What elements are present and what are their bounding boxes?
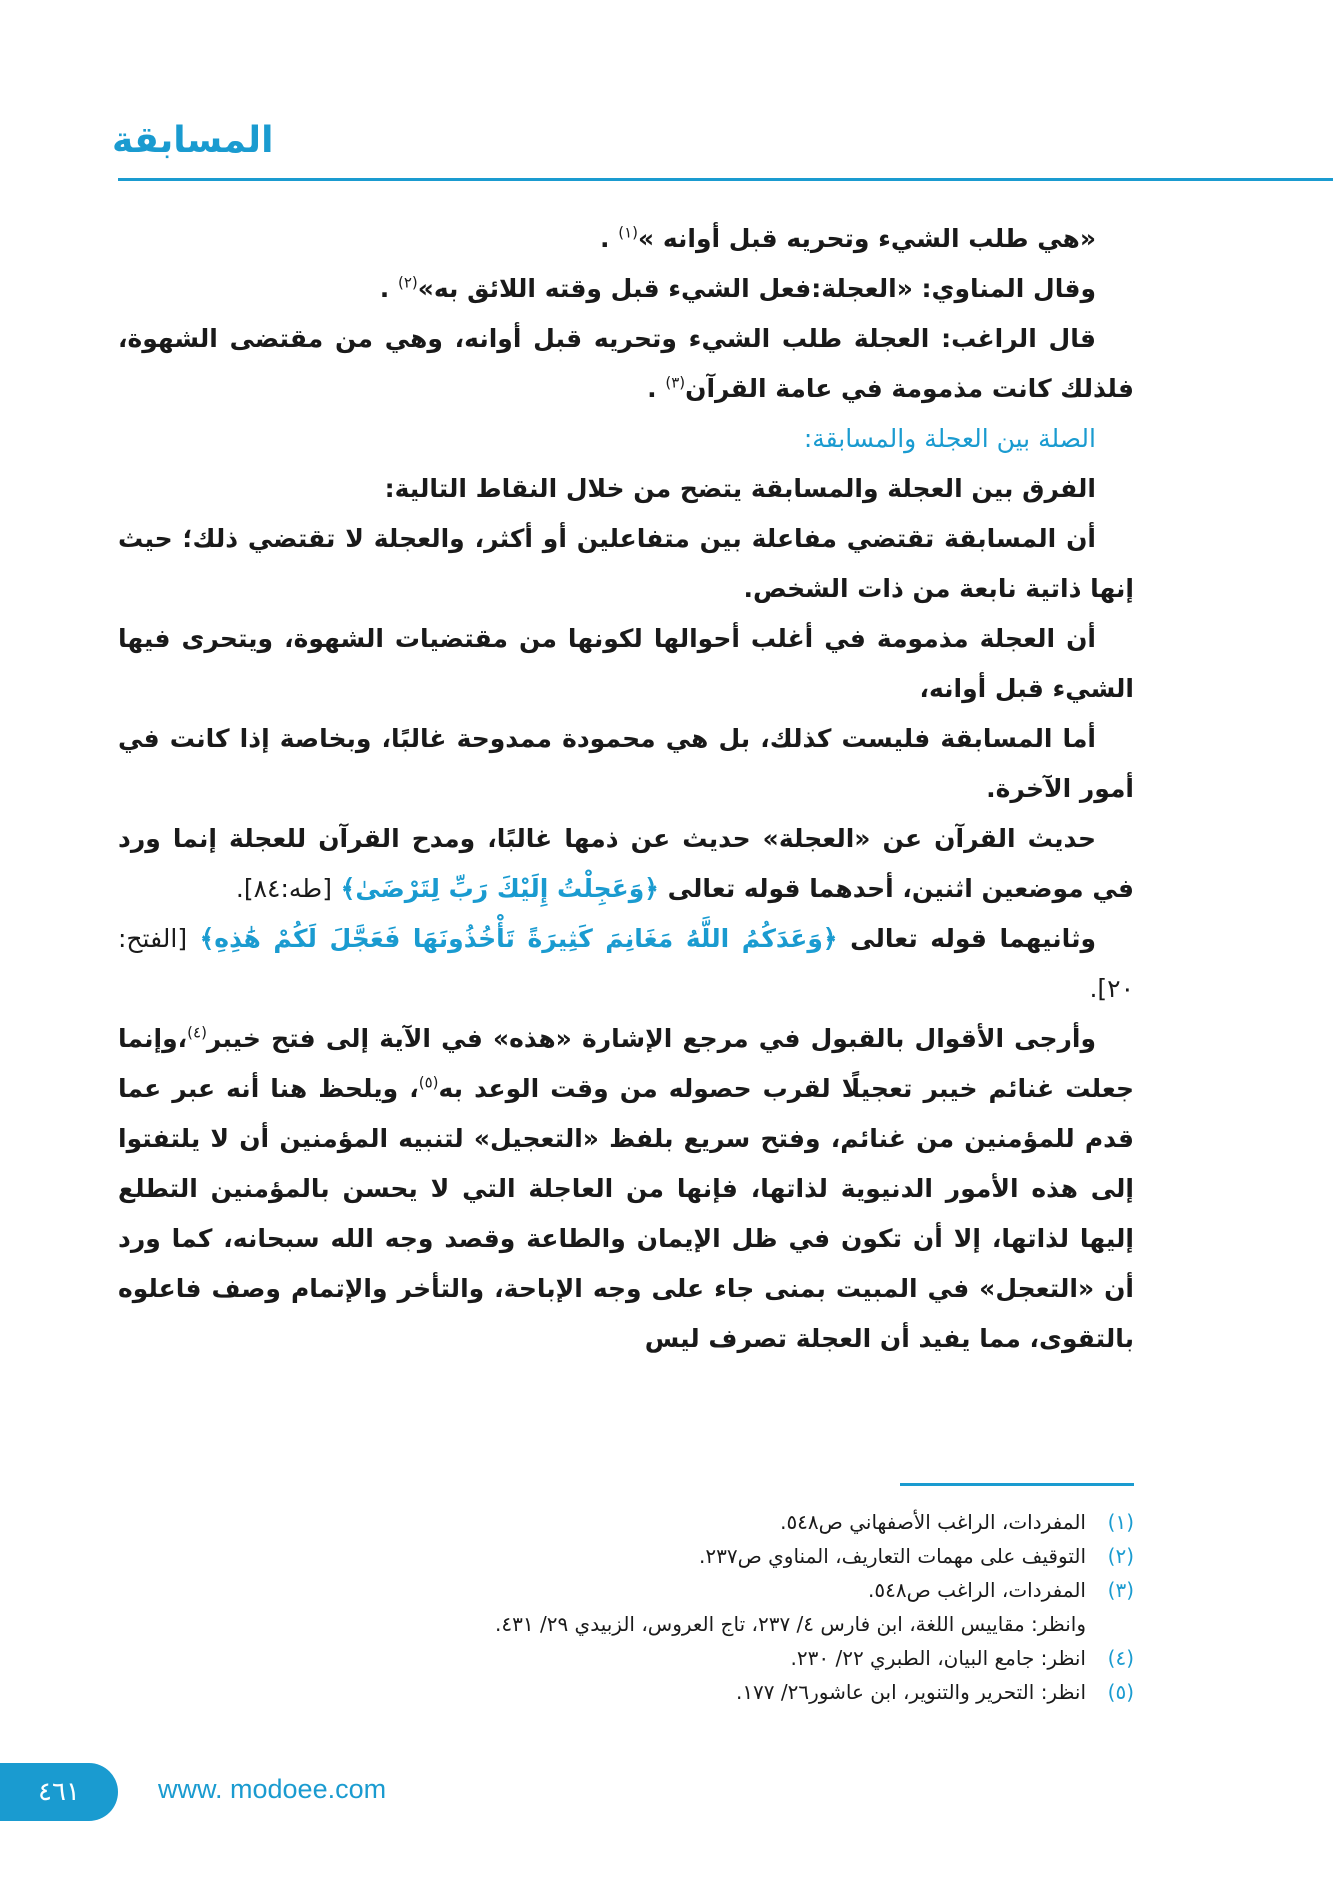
footnote-text: المفردات، الراغب الأصفهاني ص٥٤٨. [780,1510,1086,1534]
footnote-ref-5[interactable]: (٥) [418,1073,439,1092]
paragraph-2-end: . [379,274,390,303]
header-divider [118,178,1333,181]
paragraph-3-text: قال الراغب: العجلة طلب الشيء وتحريه قبل أوانه، وهي من مقتضى الشهوة، فلذلك كانت مذمومة في عامة القرآن [118,324,1134,403]
footnotes [118,1505,1134,1709]
paragraph-3-end: . [647,374,657,403]
paragraph-9-text: وثانيهما قوله تعالى [850,924,1096,953]
paragraph-5: أن المسابقة تقتضي مفاعلة بين متفاعلين أو أكثر، والعجلة لا تقتضي ذلك؛ حيث إنها ذاتية نابعة من ذات الشخص. [118,524,1134,603]
paragraph-1 [118,214,1134,264]
footnote-ref-4[interactable]: (٤) [187,1023,207,1042]
verse-reference-2: [الفتح: ٢٠]. [118,924,1134,1003]
footnote-number: (٣) [1107,1578,1134,1602]
running-header-title: المسابقة [112,120,274,161]
footnote-item [118,1505,1134,1539]
paragraph-1-text: «هي طلب الشيء وتحريه قبل أوانه » [638,224,1096,253]
paragraph-10-text-a: وأرجى الأقوال بالقبول في مرجع الإشارة «هذه» في الآية إلى فتح خيبر [206,1024,1096,1053]
paragraph-2 [118,264,1134,314]
paragraph-3 [118,314,1134,414]
paragraph-2-text: وقال المناوي: «العجلة:فعل الشيء قبل وقته اللائق به» [417,274,1096,303]
paragraph-7: أما المسابقة فليست كذلك، بل هي محمودة ممدوحة غالبًا، وبخاصة إذا كانت في أمور الآخرة. [118,724,1134,803]
footnote-item [118,1675,1134,1709]
paragraph-8-text: حديث القرآن عن «العجلة» حديث عن ذمها غالبًا، ومدح القرآن للعجلة إنما ورد في موضعين اثنين، أحدهما قوله تعالى [118,824,1134,903]
paragraph-4: الفرق بين العجلة والمسابقة يتضح من خلال النقاط التالية: [384,474,1096,503]
quran-verse-2: ﴿وَعَدَكُمُ اللَّهُ مَغَانِمَ كَثِيرَةً تَأْخُذُونَهَا فَعَجَّلَ لَكُمْ هَٰذِهِ﴾ [199,924,838,953]
footnote-number: (٢) [1107,1544,1134,1568]
footnote-item [118,1539,1134,1573]
paragraph-10 [118,1014,1134,1364]
footnote-text: انظر: جامع البيان، الطبري ٢٢/ ٢٣٠. [790,1646,1086,1670]
paragraph-10-text-b: ،وإنما جعلت غنائم خيبر تعجيلًا لقرب حصوله من وقت الوعد به [118,1024,1134,1103]
footnote-text: وانظر: مقاييس اللغة، ابن فارس ٤/ ٢٣٧، تاج العروس، الزبيدي ٢٩/ ٤٣١. [495,1612,1086,1636]
paragraph-1-end: . [600,224,610,253]
paragraph-6: أن العجلة مذمومة في أغلب أحوالها لكونها من مقتضيات الشهوة، ويتحرى فيها الشيء قبل أوانه، [118,624,1134,703]
paragraph-10-text-c: ، ويلحظ هنا أنه عبر عما قدم للمؤمنين من غنائم، وفتح سريع بلفظ «التعجيل» لتنبيه المؤمنين أن لا يلتفتوا إلى هذه الأمور الدنيوية لذاتها، فإنها من العاجلة التي لا يحسن بالمؤمنين التطلع إليها لذاتها، إلا أن تكون في ظل الإيمان والطاعة وقصد وجه الله سبحانه، كما ورد أن «التعجل» في المبيت بمنى جاء على وجه الإباحة، والتأخر والإتمام وصف فاعلوه بالتقوى، مما يفيد أن العجلة تصرف ليس [118,1074,1134,1353]
footnote-item [118,1641,1134,1675]
footnote-text: المفردات، الراغب ص٥٤٨. [868,1578,1086,1602]
footnote-item [118,1573,1134,1607]
footnote-text: التوقيف على مهمات التعاريف، المناوي ص٢٣٧. [699,1544,1086,1568]
footnote-number: (٤) [1107,1646,1134,1670]
footnote-number: (٥) [1107,1680,1134,1704]
footnote-ref-2[interactable]: (٢) [397,273,418,292]
footnote-continuation [118,1607,1134,1641]
paragraph-9 [118,914,1134,1014]
section-subheading: الصلة بين العجلة والمسابقة: [803,424,1096,453]
footnote-ref-3[interactable]: (٣) [665,373,686,392]
verse-reference-1: [طه:٨٤]. [235,874,332,903]
footnote-ref-1[interactable]: (١) [618,223,638,242]
main-text [118,214,1134,1364]
website-link[interactable]: www. modoee.com [158,1774,387,1804]
quran-verse-1: ﴿وَعَجِلْتُ إِلَيْكَ رَبِّ لِتَرْضَىٰ﴾ [340,874,659,903]
page-number-tab [0,1763,118,1821]
page-number: ٤٦١ [38,1777,80,1807]
footnote-text: انظر: التحرير والتنوير، ابن عاشور٢٦/ ١٧٧. [735,1680,1086,1704]
footnote-number: (١) [1107,1510,1134,1534]
paragraph-8 [118,814,1134,914]
footnote-divider [900,1483,1134,1486]
